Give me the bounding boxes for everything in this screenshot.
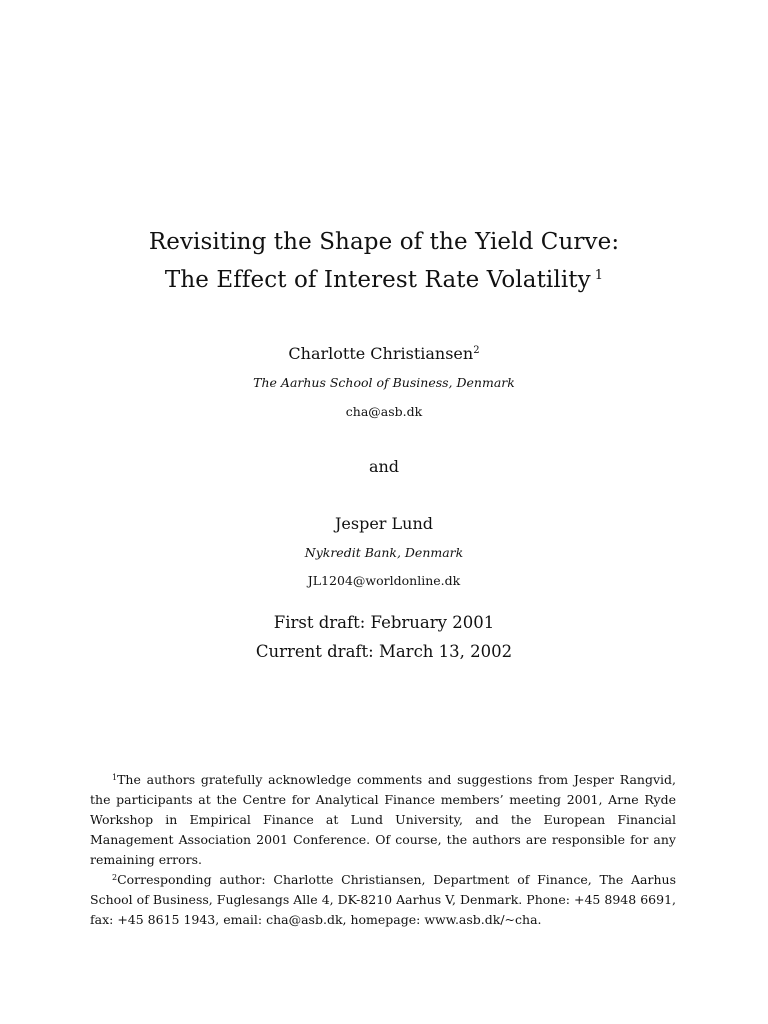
author-conjunction: and <box>368 457 400 476</box>
footnote-2-mark: 2 <box>112 873 118 882</box>
footnote-1-mark: 1 <box>112 773 118 782</box>
title-line-2-text: The Effect of Interest Rate Volatility <box>164 267 591 293</box>
footnote-1 <box>90 770 676 870</box>
paper-title-line-1 <box>0 228 768 256</box>
author-2-email: JL1204@worldonline.dk <box>307 573 461 588</box>
title-line-1-text: Revisiting the Shape of the Yield Curve: <box>148 229 620 255</box>
footnote-2 <box>90 870 676 930</box>
author-1-name <box>0 344 768 364</box>
author-2-name: Jesper Lund <box>334 514 433 533</box>
author-1-footnote-mark: 2 <box>473 345 480 356</box>
footnote-1-text: The authors gratefully acknowledge comments and suggestions from Jesper Rangvid, the participants at the Centre for Analytical Finance members’ meeting 2001, Arne Ryde Workshop in Empirical Finance at Lund University, and the European Financial Management Association 2001 Conference. Of course, the authors are responsible for any remaining errors. <box>90 772 676 867</box>
first-draft-date: First draft: February 2001 <box>273 613 495 632</box>
author-1-email: cha@asb.dk <box>345 404 423 419</box>
author-1-name-text: Charlotte Christiansen <box>288 344 474 363</box>
footnotes <box>90 770 676 930</box>
author-2-affiliation: Nykredit Bank, Denmark <box>304 545 464 560</box>
author-1-affiliation: The Aarhus School of Business, Denmark <box>253 375 515 390</box>
paper-title-line-2 <box>0 266 768 294</box>
footnote-2-text: Corresponding author: Charlotte Christiansen, Department of Finance, The Aarhus School of Business, Fuglesangs Alle 4, DK-8210 Aarhus V, Denmark. Phone: +45 8948 6691, fax: +45 8615 1943, email: cha@asb.dk, homepage: www.asb.dk/~cha. <box>90 872 676 927</box>
current-draft-date: Current draft: March 13, 2002 <box>255 642 513 661</box>
title-footnote-mark: 1 <box>594 268 604 283</box>
